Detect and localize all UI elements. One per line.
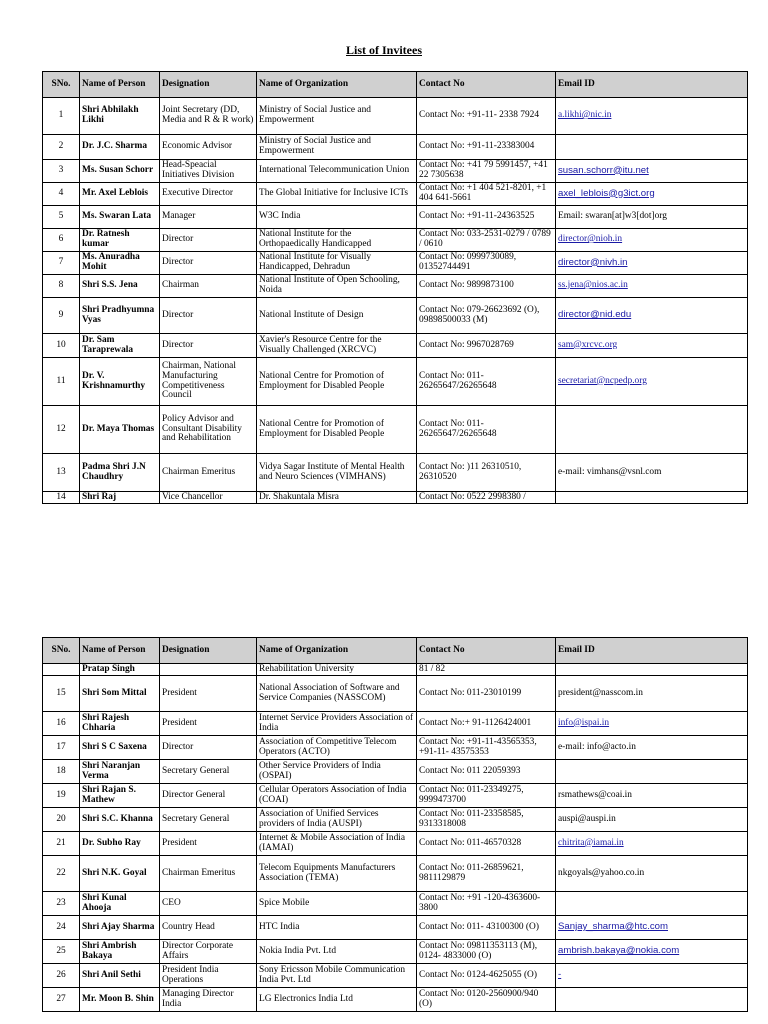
email-cell bbox=[556, 252, 748, 275]
header-designation: Designation bbox=[160, 72, 257, 98]
table-row bbox=[43, 964, 748, 988]
designation-cell: President bbox=[160, 676, 257, 712]
email-cell: auspi@auspi.in bbox=[556, 808, 748, 832]
contact-cell: Contact No: 0522 2998380 / bbox=[417, 492, 556, 504]
email-cell bbox=[556, 664, 748, 676]
name-cell: Padma Shri J.N Chaudhry bbox=[80, 454, 160, 492]
contact-cell: Contact No: +91-11- 2338 7924 bbox=[417, 98, 556, 135]
name-cell: Dr. Maya Thomas bbox=[80, 406, 160, 454]
email-cell bbox=[556, 916, 748, 940]
table-row bbox=[43, 275, 748, 298]
email-link[interactable]: ambrish.bakaya@nokia.com bbox=[558, 945, 680, 957]
contact-cell: Contact No: 011-23349275, 9999473700 bbox=[417, 784, 556, 808]
table-row bbox=[43, 334, 748, 358]
designation-cell: President India Operations bbox=[160, 964, 257, 988]
contact-cell: Contact No: 079-26623692 (O), 09898500033 (M) bbox=[417, 298, 556, 334]
header-contact: Contact No bbox=[417, 638, 556, 664]
contact-cell: Contact No: +91 -120-4363600-3800 bbox=[417, 892, 556, 916]
sno-cell: 7 bbox=[43, 252, 80, 275]
name-cell: Shri Abhilakh Likhi bbox=[80, 98, 160, 135]
sno-cell: 16 bbox=[43, 712, 80, 736]
table-row bbox=[43, 229, 748, 252]
designation-cell: Chairman Emeritus bbox=[160, 454, 257, 492]
sno-cell: 19 bbox=[43, 784, 80, 808]
name-cell: Shri Anil Sethi bbox=[80, 964, 160, 988]
name-cell: Mr. Moon B. Shin bbox=[80, 988, 160, 1012]
organization-cell: Vidya Sagar Institute of Mental Health and Neuro Sciences (VIMHANS) bbox=[257, 454, 417, 492]
email-cell: e-mail: vimhans@vsnl.com bbox=[556, 454, 748, 492]
header-name: Name of Person bbox=[80, 72, 160, 98]
table-row bbox=[43, 664, 748, 676]
organization-cell: Association of Competitive Telecom Operators (ACTO) bbox=[257, 736, 417, 760]
organization-cell: Ministry of Social Justice and Empowerment bbox=[257, 135, 417, 160]
sno-cell: 22 bbox=[43, 856, 80, 892]
email-cell: president@nasscom.in bbox=[556, 676, 748, 712]
table-row bbox=[43, 252, 748, 275]
table-row bbox=[43, 712, 748, 736]
designation-cell bbox=[160, 664, 257, 676]
table-row bbox=[43, 940, 748, 964]
name-cell: Shri Pradhyumna Vyas bbox=[80, 298, 160, 334]
name-cell: Shri S.S. Jena bbox=[80, 275, 160, 298]
table-row bbox=[43, 298, 748, 334]
sno-cell: 21 bbox=[43, 832, 80, 856]
header-sno: SNo. bbox=[43, 72, 80, 98]
organization-cell: Sony Ericsson Mobile Communication India Pvt. Ltd bbox=[257, 964, 417, 988]
contact-cell: Contact No: 0124-4625055 (O) bbox=[417, 964, 556, 988]
email-link[interactable]: Sanjay_sharma@htc.com bbox=[558, 921, 668, 933]
email-cell bbox=[556, 988, 748, 1012]
email-cell bbox=[556, 406, 748, 454]
email-link[interactable]: a.likhi@nic.in bbox=[558, 110, 612, 121]
organization-cell: Telecom Equipments Manufacturers Association (TEMA) bbox=[257, 856, 417, 892]
organization-cell: National Institute of Design bbox=[257, 298, 417, 334]
table-header-row bbox=[43, 72, 748, 98]
header-designation: Designation bbox=[160, 638, 257, 664]
sno-cell: 13 bbox=[43, 454, 80, 492]
designation-cell: Secretary General bbox=[160, 760, 257, 784]
sno-cell: 27 bbox=[43, 988, 80, 1012]
sno-cell bbox=[43, 664, 80, 676]
email-link[interactable]: director@nivh.in bbox=[558, 256, 628, 268]
header-sno: SNo. bbox=[43, 638, 80, 664]
email-cell: rsmathews@coai.in bbox=[556, 784, 748, 808]
email-cell: e-mail: info@acto.in bbox=[556, 736, 748, 760]
organization-cell: National Institute for Visually Handicapped, Dehradun bbox=[257, 252, 417, 275]
designation-cell: Chairman Emeritus bbox=[160, 856, 257, 892]
designation-cell: Head-Speacial Initiatives Division bbox=[160, 160, 257, 183]
designation-cell: President bbox=[160, 712, 257, 736]
table-row bbox=[43, 454, 748, 492]
sno-cell: 4 bbox=[43, 183, 80, 206]
organization-cell: Association of Unified Services providers of India (AUSPI) bbox=[257, 808, 417, 832]
organization-cell: International Telecommunication Union bbox=[257, 160, 417, 183]
name-cell: Shri Rajan S. Mathew bbox=[80, 784, 160, 808]
sno-cell: 1 bbox=[43, 98, 80, 135]
organization-cell: National Centre for Promotion of Employment for Disabled People bbox=[257, 406, 417, 454]
email-cell bbox=[556, 229, 748, 252]
designation-cell: Policy Advisor and Consultant Disability and Rehabilitation bbox=[160, 406, 257, 454]
table-row bbox=[43, 916, 748, 940]
designation-cell: Chairman, National Manufacturing Competitiveness Council bbox=[160, 358, 257, 406]
name-cell: Shri S.C. Khanna bbox=[80, 808, 160, 832]
table-row bbox=[43, 808, 748, 832]
designation-cell: Director General bbox=[160, 784, 257, 808]
email-cell: nkgoyals@yahoo.co.in bbox=[556, 856, 748, 892]
email-link[interactable]: ss.jena@nios.ac.in bbox=[558, 280, 628, 291]
designation-cell: Director bbox=[160, 298, 257, 334]
name-cell: Dr. Subho Ray bbox=[80, 832, 160, 856]
name-cell: Dr. J.C. Sharma bbox=[80, 135, 160, 160]
contact-cell: Contact No: 011- 43100300 (O) bbox=[417, 916, 556, 940]
contact-cell: Contact No: +1 404 521-8201, +1 404 641-5661 bbox=[417, 183, 556, 206]
organization-cell: The Global Initiative for Inclusive ICTs bbox=[257, 183, 417, 206]
organization-cell: Spice Mobile bbox=[257, 892, 417, 916]
sno-cell: 14 bbox=[43, 492, 80, 504]
designation-cell: Director bbox=[160, 252, 257, 275]
name-cell: Shri Som Mittal bbox=[80, 676, 160, 712]
organization-cell: HTC India bbox=[257, 916, 417, 940]
table-row bbox=[43, 784, 748, 808]
organization-cell: W3C India bbox=[257, 206, 417, 229]
name-cell: Dr. V. Krishnamurthy bbox=[80, 358, 160, 406]
contact-cell: Contact No: 0120-2560900/940 (O) bbox=[417, 988, 556, 1012]
designation-cell: Director bbox=[160, 334, 257, 358]
email-cell bbox=[556, 832, 748, 856]
designation-cell: Director Corporate Affairs bbox=[160, 940, 257, 964]
email-cell bbox=[556, 183, 748, 206]
contact-cell: 81 / 82 bbox=[417, 664, 556, 676]
contact-cell: Contact No: 011 22059393 bbox=[417, 760, 556, 784]
designation-cell: Chairman bbox=[160, 275, 257, 298]
contact-cell: Contact No: +91-11-43565353, +91-11- 43575353 bbox=[417, 736, 556, 760]
name-cell: Shri Kunal Ahooja bbox=[80, 892, 160, 916]
header-contact: Contact No bbox=[417, 72, 556, 98]
organization-cell: National Association of Software and Service Companies (NASSCOM) bbox=[257, 676, 417, 712]
name-cell: Mr. Axel Leblois bbox=[80, 183, 160, 206]
sno-cell: 24 bbox=[43, 916, 80, 940]
email-cell bbox=[556, 492, 748, 504]
sno-cell: 5 bbox=[43, 206, 80, 229]
email-cell bbox=[556, 275, 748, 298]
designation-cell: CEO bbox=[160, 892, 257, 916]
name-cell: Dr. Ratnesh kumar bbox=[80, 229, 160, 252]
organization-cell: LG Electronics India Ltd bbox=[257, 988, 417, 1012]
contact-cell: Contact No: 011-23010199 bbox=[417, 676, 556, 712]
table-row bbox=[43, 160, 748, 183]
email-link[interactable]: director@nioh.in bbox=[558, 234, 623, 245]
organization-cell: Other Service Providers of India (OSPAI) bbox=[257, 760, 417, 784]
email-cell bbox=[556, 712, 748, 736]
contact-cell: Contact No: 011-26265647/26265648 bbox=[417, 358, 556, 406]
header-name: Name of Person bbox=[80, 638, 160, 664]
name-cell: Pratap Singh bbox=[80, 664, 160, 676]
sno-cell: 15 bbox=[43, 676, 80, 712]
page-title: List of Invitees bbox=[346, 43, 422, 57]
designation-cell: Vice Chancellor bbox=[160, 492, 257, 504]
name-cell: Shri Naranjan Verma bbox=[80, 760, 160, 784]
email-cell bbox=[556, 160, 748, 183]
sno-cell: 3 bbox=[43, 160, 80, 183]
contact-cell: Contact No: 0999730089, 01352744491 bbox=[417, 252, 556, 275]
contact-cell: Contact No: 011-26859621, 9811129879 bbox=[417, 856, 556, 892]
name-cell: Ms. Anuradha Mohit bbox=[80, 252, 160, 275]
email-cell bbox=[556, 135, 748, 160]
email-link[interactable]: susan.schorr@itu.net bbox=[558, 164, 649, 176]
designation-cell: Managing Director India bbox=[160, 988, 257, 1012]
organization-cell: Nokia India Pvt. Ltd bbox=[257, 940, 417, 964]
name-cell: Shri Raj bbox=[80, 492, 160, 504]
sno-cell: 10 bbox=[43, 334, 80, 358]
header-email: Email ID bbox=[556, 72, 748, 98]
name-cell: Shri N.K. Goyal bbox=[80, 856, 160, 892]
table-row bbox=[43, 206, 748, 229]
sno-cell: 11 bbox=[43, 358, 80, 406]
email-link[interactable]: sam@xrcvc.org bbox=[558, 339, 618, 350]
contact-cell: Contact No: 011-23358585, 9313318008 bbox=[417, 808, 556, 832]
sno-cell: 8 bbox=[43, 275, 80, 298]
email-link[interactable]: info@ispai.in bbox=[558, 717, 610, 728]
sno-cell: 17 bbox=[43, 736, 80, 760]
invitees-table-2 bbox=[42, 637, 748, 1012]
table-row bbox=[43, 832, 748, 856]
name-cell: Shri Ambrish Bakaya bbox=[80, 940, 160, 964]
organization-cell: Xavier's Resource Centre for the Visually Challenged (XRCVC) bbox=[257, 334, 417, 358]
contact-cell: Contact No: 9899873100 bbox=[417, 275, 556, 298]
sno-cell: 2 bbox=[43, 135, 80, 160]
email-cell bbox=[556, 964, 748, 988]
sno-cell: 18 bbox=[43, 760, 80, 784]
email-link[interactable]: chitrita@iamai.in bbox=[558, 837, 624, 848]
header-organization: Name of Organization bbox=[257, 72, 417, 98]
contact-cell: Contact No: +91-11-23383004 bbox=[417, 135, 556, 160]
sno-cell: 9 bbox=[43, 298, 80, 334]
contact-cell: Contact No: 09811353113 (M), 0124- 4833000 (O) bbox=[417, 940, 556, 964]
name-cell: Shri Rajesh Chharia bbox=[80, 712, 160, 736]
sno-cell: 12 bbox=[43, 406, 80, 454]
table-row bbox=[43, 760, 748, 784]
contact-cell: Contact No: +91-11-24363525 bbox=[417, 206, 556, 229]
table-row bbox=[43, 676, 748, 712]
table-row bbox=[43, 892, 748, 916]
email-cell bbox=[556, 334, 748, 358]
header-email: Email ID bbox=[556, 638, 748, 664]
name-cell: Ms. Swaran Lata bbox=[80, 206, 160, 229]
designation-cell: President bbox=[160, 832, 257, 856]
sno-cell: 20 bbox=[43, 808, 80, 832]
email-cell bbox=[556, 892, 748, 916]
table-row bbox=[43, 736, 748, 760]
organization-cell: Internet & Mobile Association of India (IAMAI) bbox=[257, 832, 417, 856]
contact-cell: Contact No: )11 26310510, 26310520 bbox=[417, 454, 556, 492]
name-cell: Ms. Susan Schorr bbox=[80, 160, 160, 183]
organization-cell: Dr. Shakuntala Misra bbox=[257, 492, 417, 504]
organization-cell: Rehabilitation University bbox=[257, 664, 417, 676]
name-cell: Dr. Sam Taraprewala bbox=[80, 334, 160, 358]
table-row bbox=[43, 406, 748, 454]
sno-cell: 25 bbox=[43, 940, 80, 964]
table-row bbox=[43, 135, 748, 160]
designation-cell: Secretary General bbox=[160, 808, 257, 832]
contact-cell: Contact No: 011-26265647/26265648 bbox=[417, 406, 556, 454]
organization-cell: Internet Service Providers Association of India bbox=[257, 712, 417, 736]
email-link[interactable]: secretariat@ncpedp.org bbox=[558, 375, 647, 386]
designation-cell: Executive Director bbox=[160, 183, 257, 206]
email-cell: Email: swaran[at]w3[dot]org bbox=[556, 206, 748, 229]
designation-cell: Manager bbox=[160, 206, 257, 229]
table-row bbox=[43, 856, 748, 892]
email-cell bbox=[556, 98, 748, 135]
organization-cell: National Institute for the Orthopaedically Handicapped bbox=[257, 229, 417, 252]
table-row bbox=[43, 98, 748, 135]
name-cell: Shri Ajay Sharma bbox=[80, 916, 160, 940]
contact-cell: Contact No: +41 79 5991457, +41 22 7305638 bbox=[417, 160, 556, 183]
organization-cell: National Institute of Open Schooling, Noida bbox=[257, 275, 417, 298]
email-cell bbox=[556, 760, 748, 784]
email-cell bbox=[556, 298, 748, 334]
email-cell bbox=[556, 358, 748, 406]
name-cell: Shri S C Saxena bbox=[80, 736, 160, 760]
header-organization: Name of Organization bbox=[257, 638, 417, 664]
contact-cell: Contact No: 9967028769 bbox=[417, 334, 556, 358]
organization-cell: Ministry of Social Justice and Empowerment bbox=[257, 98, 417, 135]
organization-cell: Cellular Operators Association of India (COAI) bbox=[257, 784, 417, 808]
email-cell bbox=[556, 940, 748, 964]
table-row bbox=[43, 358, 748, 406]
email-link[interactable]: director@nid.edu bbox=[558, 309, 632, 321]
designation-cell: Joint Secretary (DD, Media and R & R work) bbox=[160, 98, 257, 135]
contact-cell: Contact No: 033-2531-0279 / 0789 / 0610 bbox=[417, 229, 556, 252]
table-row bbox=[43, 183, 748, 206]
designation-cell: Director bbox=[160, 736, 257, 760]
organization-cell: National Centre for Promotion of Employment for Disabled People bbox=[257, 358, 417, 406]
contact-cell: Contact No:+ 91-1126424001 bbox=[417, 712, 556, 736]
email-link[interactable]: axel_leblois@g3ict.org bbox=[558, 187, 655, 199]
sno-cell: 6 bbox=[43, 229, 80, 252]
table-row bbox=[43, 988, 748, 1012]
table-row bbox=[43, 492, 748, 504]
table-header-row bbox=[43, 638, 748, 664]
sno-cell: 23 bbox=[43, 892, 80, 916]
designation-cell: Economic Advisor bbox=[160, 135, 257, 160]
invitees-table-1 bbox=[42, 71, 748, 504]
designation-cell: Director bbox=[160, 229, 257, 252]
designation-cell: Country Head bbox=[160, 916, 257, 940]
contact-cell: Contact No: 011-46570328 bbox=[417, 832, 556, 856]
email-link[interactable]: - bbox=[558, 969, 562, 981]
sno-cell: 26 bbox=[43, 964, 80, 988]
